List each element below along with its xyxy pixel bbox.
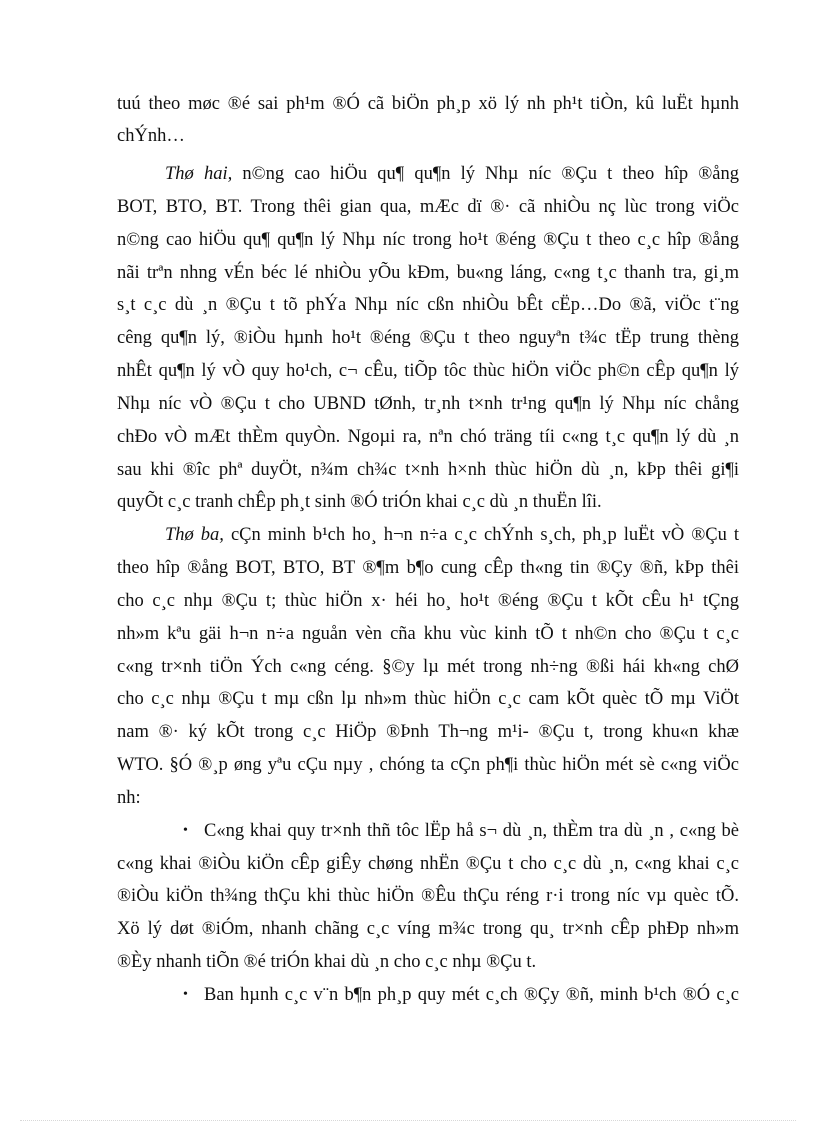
text-line: n©ng cao hiÖu qu¶ qu¶n lý Nhµ níc trong ho¹t ®éng ®Çu t theo c¸c hîp ®ång: [117, 230, 739, 250]
text-line: Nhµ níc vÒ ®Çu t cho UBND tØnh, tr¸nh t×nh tr¹ng qu¶n lý Nhµ níc chång: [117, 394, 739, 414]
text-line: ®Èy nhanh tiÕn ®é triÓn khai dù ¸n cho c¸c nhµ ®Çu t.: [117, 952, 537, 972]
text-line: nh:: [117, 788, 141, 808]
text-line: WTO. §Ó ®¸p øng yªu cÇu nµy , chóng ta cÇn ph¶i thùc hiÖn mét sè c«ng viÖc: [117, 755, 739, 775]
text-line: chÐo vÒ mÆt thÈm quyÒn. Ngoµi ra, nªn chó träng tíi c«ng t¸c qu¶n lý dù ¸n: [117, 427, 739, 447]
paragraph-start: [165, 158, 739, 190]
text-span: cÇn minh b¹ch ho¸ h¬n n÷a c¸c chÝnh s¸ch, ph¸p luËt vÒ ®Çu t: [230, 525, 739, 545]
text-line: cho c¸c nhµ ®Çu t; thùc hiÖn x· héi ho¸ ho¹t ®éng ®Çu t kÕt cÊu h¹ tÇng: [117, 591, 739, 611]
text-line: nam ®· ký kÕt trong c¸c HiÖp ®Þnh Th¬ng m¹i- ®Çu t, trong khu«n khæ: [117, 722, 739, 742]
text-line: ®iÒu kiÖn th¾ng thÇu khi thùc hiÖn ®Êu thÇu réng r·i trong níc vµ quèc tÕ.: [117, 886, 739, 906]
text-span: n©ng cao hiÖu qu¶ qu¶n lý Nhµ níc ®Çu t theo hîp ®ång: [242, 164, 740, 184]
text-line: BOT, BTO, BT. Trong thêi gian qua, mÆc dï ®· cã nhiÒu nç lùc trong viÖc: [117, 197, 739, 217]
paragraph-label: Thø hai,: [165, 164, 233, 184]
paragraph-label: Thø ba,: [165, 525, 224, 545]
text-line: nh»m kªu gäi h¬n n÷a nguån vèn cña khu vùc kinh tÕ t nh©n cho ®Çu t c¸c: [117, 624, 739, 644]
list-item: Ban hµnh c¸c v¨n b¶n ph¸p quy mét c¸ch ®Çy ®ñ, minh b¹ch ®Ó c¸c: [204, 985, 739, 1005]
page-bottom-rule: [20, 1120, 796, 1121]
paragraph-start: [165, 519, 739, 551]
text-line: cêng qu¶n lý, ®iÒu hµnh ho¹t ®éng ®Çu t theo nguyªn t¾c tËp trung thèng: [117, 328, 739, 348]
text-line: nãi trªn nhng vÉn béc lé nhiÒu yÕu kÐm, bu«ng láng, c«ng t¸c thanh tra, gi¸m: [117, 263, 739, 283]
text-line: c«ng khai ®iÒu kiÖn cÊp giÊy chøng nhËn ®Çu t cho c¸c dù ¸n, c«ng khai c¸c: [117, 854, 739, 874]
text-line: theo hîp ®ång BOT, BTO, BT ®¶m b¶o cung cÊp th«ng tin ®Çy ®ñ, kÞp thêi: [117, 558, 739, 578]
text-line: chÝnh…: [117, 126, 185, 146]
text-line: quyÕt c¸c tranh chÊp ph¸t sinh ®Ó triÓn khai c¸c dù ¸n thuËn lîi.: [117, 492, 602, 512]
text-line: nhÊt qu¶n lý vÒ quy ho¹ch, c¬ cÊu, tiÕp tôc thùc hiÖn viÖc ph©n cÊp qu¶n lý: [117, 361, 739, 381]
list-item: C«ng khai quy tr×nh thñ tôc lËp hå s¬ dù ¸n, thÈm tra dù ¸n , c«ng bè: [204, 821, 739, 841]
text-line: sau khi ®îc phª duyÖt, n¾m ch¾c t×nh h×nh thùc hiÖn dù ¸n, kÞp thêi gi¶i: [117, 460, 739, 480]
text-line: tuú theo møc ®é sai ph¹m ®Ó cã biÖn ph¸p xö lý nh ph¹t tiÒn, kû luËt hµnh: [117, 94, 739, 114]
text-line: s¸t c¸c dù ¸n ®Çu t tõ phÝa Nhµ níc cßn nhiÒu bÊt cËp…Do ®ã, viÖc t¨ng: [117, 295, 739, 315]
text-line: cho c¸c nhµ ®Çu t mµ cßn lµ nh»m thùc hiÖn c¸c cam kÕt quèc tÕ mµ ViÖt: [117, 689, 739, 709]
text-line: c«ng tr×nh tiÖn Ých c«ng céng. §©y lµ mét trong nh÷ng ®ßi hái kh«ng chØ: [117, 657, 739, 677]
bullet-icon: •: [183, 823, 188, 838]
bullet-icon: •: [183, 987, 188, 1002]
text-line: Xö lý døt ®iÓm, nhanh chãng c¸c víng m¾c trong qu¸ tr×nh cÊp phÐp nh»m: [117, 919, 739, 939]
